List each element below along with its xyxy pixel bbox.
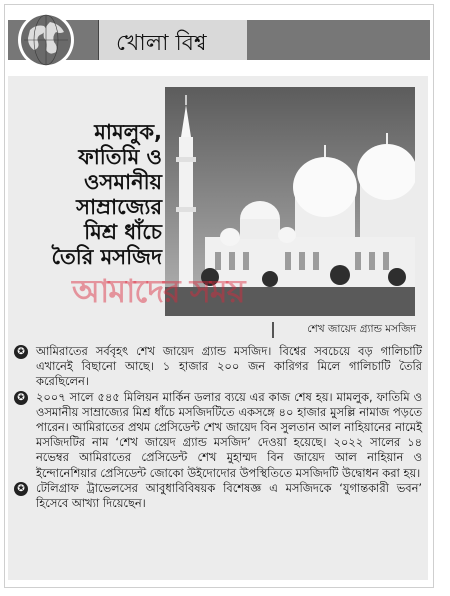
headline-line: সাম্রাজ্যের xyxy=(76,195,162,219)
globe-icon xyxy=(16,10,76,70)
list-item xyxy=(14,390,422,481)
headline-line: ফাতিমি ও xyxy=(78,145,162,169)
mosque-illustration xyxy=(165,87,415,316)
star-in-circle-icon: ✪ xyxy=(14,482,28,496)
bullet-text: টেলিগ্রাফ ট্রাভেলসের আবুধাবিবিষয়ক বিশেষজ্ঞ এ মসজিদকে ‘যুগান্তকারী ভবন’ হিসেবে আখ্যা দিয়েছেন। xyxy=(36,480,422,511)
section-header xyxy=(8,16,430,64)
bullet-text: আমিরাতের সর্ববৃহৎ শেখ জায়েদ গ্র্যান্ড মসজিদ। বিশ্বের সবচেয়ে বড় গালিচাটি এখানেই বিছানো আছে। ১ হাজার ২০০ জন কারিগর মিলে গালিচাটি তৈরি করেছিলেন। xyxy=(36,344,422,389)
watermark: আমাদের সময় xyxy=(72,272,245,310)
headline-line: তৈরি মসজিদ xyxy=(51,245,162,269)
photo-caption: শেখ জায়েদ গ্র্যান্ড মসজিদ xyxy=(272,322,416,338)
headline-line: মামলুক, xyxy=(94,120,162,144)
star-in-circle-icon: ✪ xyxy=(14,391,28,405)
mosque-photo xyxy=(165,87,415,316)
star-in-circle-icon: ✪ xyxy=(14,345,28,359)
section-title: খোলা বিশ্ব xyxy=(116,31,207,56)
headline-line: ওসমানীয় xyxy=(84,170,162,194)
list-item xyxy=(14,344,422,390)
article-headline xyxy=(20,120,162,270)
headline-line: মিশ্র ধাঁচে xyxy=(84,220,162,244)
list-item xyxy=(14,481,422,511)
bullet-list xyxy=(14,344,422,511)
bullet-text: ২০০৭ সালে ৫৪৫ মিলিয়ন মার্কিন ডলার ব্যয়ে এর কাজ শেষ হয়। মামলুক, ফাতিমি ও ওসমানীয় সাম্রাজ্যের মিশ্র ধাঁচে মসজিদটিতে একসঙ্গে ৪০ হাজার মুসল্লি নামাজ পড়তে পারেন। আমিরাতের প্রথম প্রেসিডেন্ট শেখ জায়েদ বিন সুলতান আল নাহিয়ানের নামেই মসজিদটির নাম ‘শেখ জায়েদ গ্র্যান্ড মসজিদ’ দেওয়া হয়েছে। ২০২২ সালের ১৪ নভেম্বর আমিরাতের প্রেসিডেন্ট শেখ মুহাম্মদ বিন জায়েদ আল নাহিয়ান ও ইন্দোনেশিয়ার প্রেসিডেন্ট জোকো উইদোদোর উপস্থিতিতে মসজিদটি উদ্বোধন করা হয়। xyxy=(36,389,422,480)
